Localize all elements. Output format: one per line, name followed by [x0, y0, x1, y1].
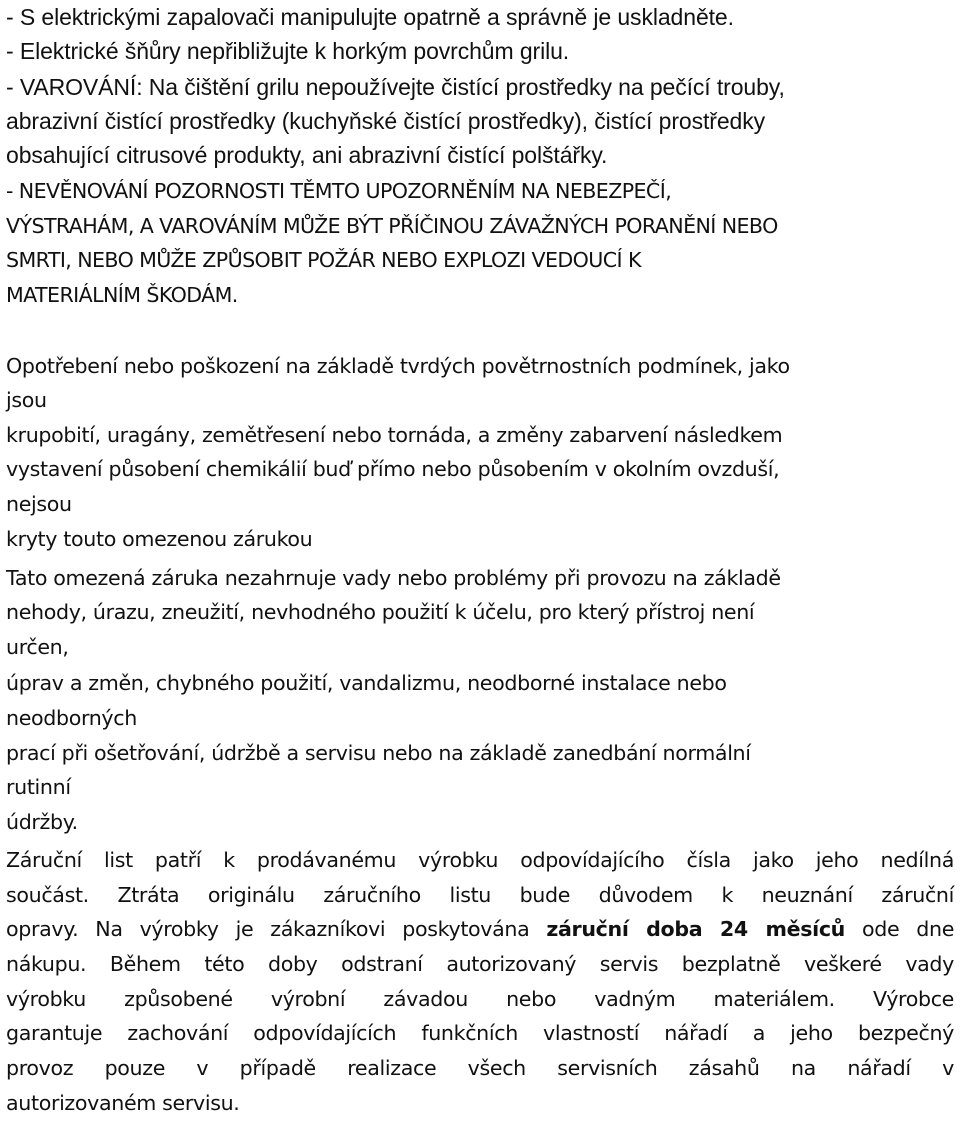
warranty-period-bold: záruční doba 24 měsíců — [546, 917, 845, 941]
safety-line-4: abrazivní čistící prostředky (kuchyňské čistící prostředky), čistící prostředky — [6, 108, 765, 134]
warning-line-1: - NEVĚNOVÁNÍ POZORNOSTI TĚMTO UPOZORNĚNÍM NA NEBEZPEČÍ, — [6, 179, 672, 203]
exclusion-line-2: jsou — [6, 388, 47, 412]
warranty-line-2: součást. Ztráta originálu záručního listu bude důvodem k neuznání záruční — [6, 883, 954, 907]
warranty-line-3 — [6, 914, 954, 944]
exclusion-line-11: neodborných — [6, 706, 137, 730]
exclusion-line-8: nehody, úrazu, zneužití, nevhodného použití k účelu, pro který přístroj není — [6, 600, 755, 624]
warning-line-2: VÝSTRAHÁM, A VAROVÁNÍM MŮŽE BÝT PŘÍČINOU ZÁVAŽNÝCH PORANĚNÍ NEBO — [6, 214, 778, 238]
warranty-line-3-end: ode dne — [845, 917, 955, 941]
exclusion-line-1: Opotřebení nebo poškození na základě tvrdých povětrnostních podmínek, jako — [6, 354, 790, 378]
warranty-line-1: Záruční list patří k prodávanému výrobku odpovídajícího čísla jako jeho nedílná — [6, 848, 954, 872]
exclusion-line-14: údržby. — [6, 810, 78, 834]
exclusion-line-9: určen, — [6, 635, 69, 659]
safety-line-1: - S elektrickými zapalovači manipulujte opatrně a správně je uskladněte. — [6, 4, 734, 30]
warranty-line-5: výrobku způsobené výrobní závadou nebo vadným materiálem. Výrobce — [6, 987, 954, 1011]
exclusion-line-12: prací při ošetřování, údržbě a servisu nebo na základě zanedbání normální — [6, 741, 751, 765]
warranty-line-7: provoz pouze v případě realizace všech servisních zásahů na nářadí v — [6, 1056, 954, 1080]
safety-line-2: - Elektrické šňůry nepřibližujte k horkým povrchům grilu. — [6, 38, 570, 64]
warranty-line-6: garantuje zachování odpovídajících funkčních vlastností nářadí a jeho bezpečný — [6, 1021, 954, 1045]
exclusion-line-10: úprav a změn, chybného použití, vandalizmu, neodborné instalace nebo — [6, 671, 727, 695]
warning-line-4: MATERIÁLNÍM ŠKODÁM. — [6, 283, 238, 307]
exclusion-line-7: Tato omezená záruka nezahrnuje vady nebo problémy při provozu na základě — [6, 566, 781, 590]
warning-line-3: SMRTI, NEBO MŮŽE ZPŮSOBIT POŽÁR NEBO EXPLOZI VEDOUCÍ K — [6, 248, 641, 272]
exclusion-line-3: krupobití, uragány, zemětřesení nebo tornáda, a změny zabarvení následkem — [6, 423, 783, 447]
exclusion-line-5: nejsou — [6, 492, 72, 516]
exclusion-line-6: kryty touto omezenou zárukou — [6, 527, 313, 551]
exclusion-line-13: rutinní — [6, 775, 71, 799]
safety-line-5: obsahující citrusové produkty, ani abrazivní čistící polštářky. — [6, 142, 608, 168]
warranty-line-8: autorizovaném servisu. — [6, 1091, 240, 1115]
exclusion-line-4: vystavení působení chemikálií buď přímo nebo působením v okolním ovzduší, — [6, 457, 780, 481]
warranty-line-3-start: opravy. Na výrobky je zákazníkovi poskytována — [6, 917, 547, 941]
safety-line-3: - VAROVÁNÍ: Na čištění grilu nepoužívejte čistící prostředky na pečící trouby, — [6, 74, 785, 100]
warranty-line-4: nákupu. Během této doby odstraní autorizovaný servis bezplatně veškeré vady — [6, 952, 954, 976]
